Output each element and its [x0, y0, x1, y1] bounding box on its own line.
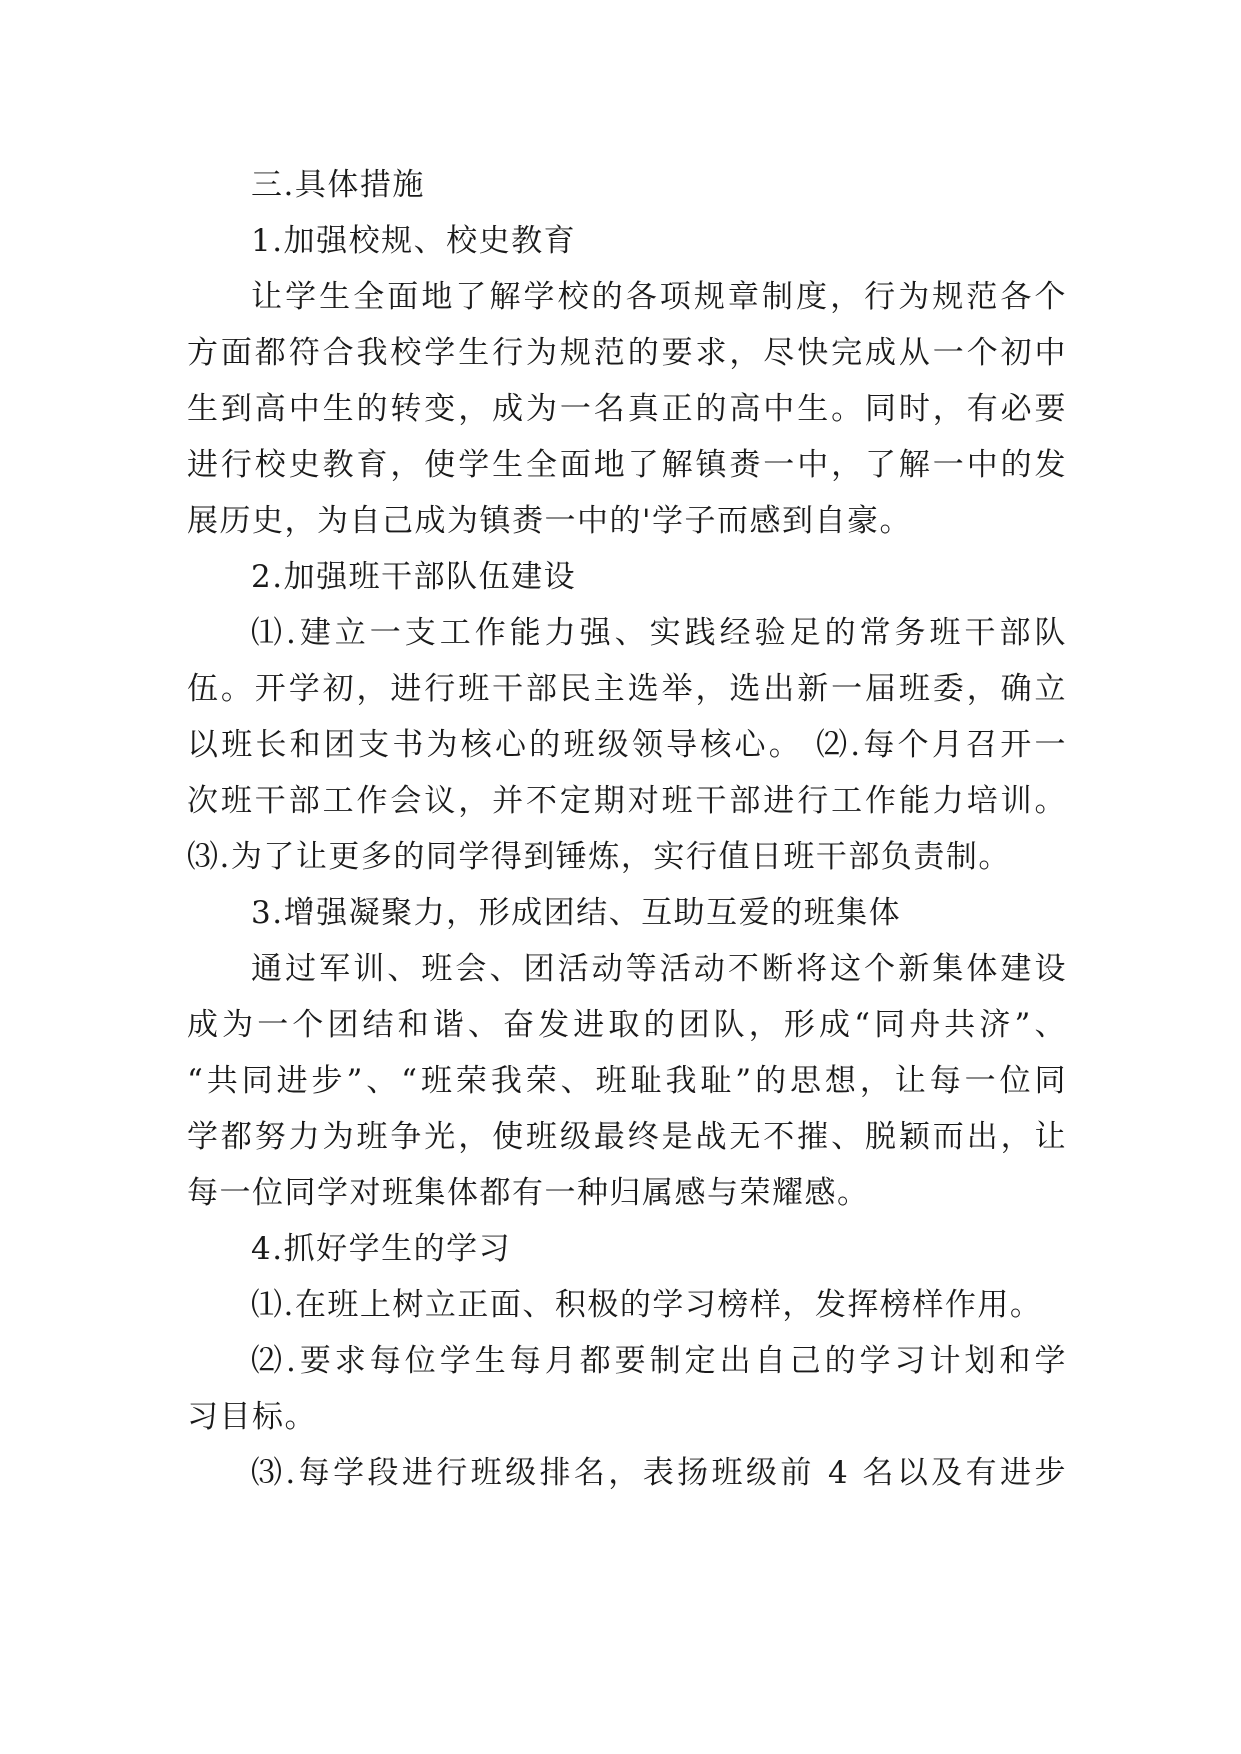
paragraph-line: ⑶.为了让更多的同学得到锤炼，实行值日班干部负责制。: [187, 839, 1011, 875]
paragraph-line: 展历史，为自己成为镇赉一中的'学子而感到自豪。: [187, 503, 913, 539]
section-heading: 三.具体措施: [251, 167, 425, 203]
paragraph-line: 进行校史教育，使学生全面地了解镇赉一中，了解一中的发: [187, 447, 1067, 483]
paragraph-line: 让学生全面地了解学校的各项规章制度，行为规范各个: [251, 279, 1067, 315]
paragraph-line: ⑵.要求每位学生每月都要制定出自己的学习计划和学: [251, 1343, 1067, 1379]
paragraph-line: 方面都符合我校学生行为规范的要求，尽快完成从一个初中: [187, 335, 1067, 371]
paragraph-line: 通过军训、班会、团活动等活动不断将这个新集体建设: [251, 951, 1067, 987]
paragraph-line: ⑶.每学段进行班级排名，表扬班级前 4 名以及有进步: [251, 1455, 1067, 1491]
document-body: [187, 157, 1067, 1501]
paragraph-line: 每一位同学对班集体都有一种归属感与荣耀感。: [187, 1175, 870, 1211]
paragraph-line: ⑴.在班上树立正面、积极的学习榜样，发挥榜样作用。: [251, 1287, 1043, 1323]
subsection-heading: 4.抓好学生的学习: [251, 1231, 512, 1267]
paragraph-line: 习目标。: [187, 1399, 317, 1435]
subsection-heading: 3.增强凝聚力，形成团结、互助互爱的班集体: [251, 895, 902, 931]
paragraph-line: 以班长和团支书为核心的班级领导核心。 ⑵.每个月召开一: [187, 727, 1067, 763]
paragraph-line: 次班干部工作会议，并不定期对班干部进行工作能力培训。: [187, 783, 1067, 819]
subsection-heading: 2.加强班干部队伍建设: [251, 559, 577, 595]
paragraph-line: “共同进步”、“班荣我荣、班耻我耻”的思想，让每一位同: [187, 1063, 1067, 1099]
paragraph-line: 伍。开学初，进行班干部民主选举，选出新一届班委，确立: [187, 671, 1067, 707]
subsection-heading: 1.加强校规、校史教育: [251, 223, 577, 259]
paragraph-line: ⑴.建立一支工作能力强、实践经验足的常务班干部队: [251, 615, 1067, 651]
paragraph-line: 学都努力为班争光，使班级最终是战无不摧、脱颖而出，让: [187, 1119, 1067, 1155]
paragraph-line: 生到高中生的转变，成为一名真正的高中生。同时，有必要: [187, 391, 1067, 427]
paragraph-line: 成为一个团结和谐、奋发进取的团队，形成“同舟共济”、: [187, 1007, 1067, 1043]
